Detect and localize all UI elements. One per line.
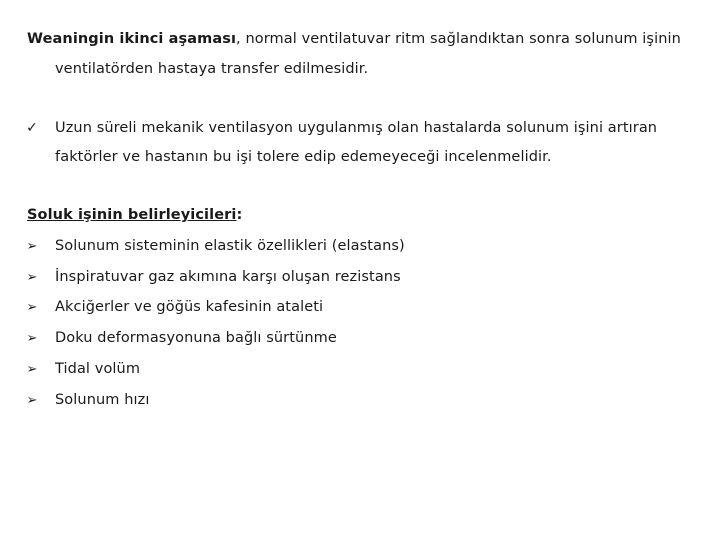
section-title-colon: : bbox=[236, 207, 243, 223]
intro-line-2: ventilatörden hastaya transfer edilmesidir. bbox=[55, 61, 369, 77]
intro-line-1 bbox=[27, 31, 681, 47]
intro-term: Weaningin ikinci aşaması bbox=[27, 31, 237, 47]
list-item: Solunum sisteminin elastik özellikleri (elastans) bbox=[55, 238, 405, 254]
section-title-text: Soluk işinin belirleyicileri bbox=[27, 207, 237, 223]
check-item-line-1: Uzun süreli mekanik ventilasyon uygulanmış olan hastalarda solunum işini artıran bbox=[55, 120, 658, 136]
arrow-bullet-icon: ➢ bbox=[26, 239, 38, 254]
checkmark-icon: ✓ bbox=[26, 120, 38, 136]
list-item: İnspiratuvar gaz akımına karşı oluşan rezistans bbox=[55, 269, 401, 285]
intro-line-1-rest: , normal ventilatuvar ritm sağlandıktan sonra solunum işinin bbox=[236, 31, 681, 47]
section-title bbox=[27, 207, 242, 223]
list-item: Tidal volüm bbox=[55, 361, 141, 377]
list-item: Akciğerler ve göğüs kafesinin ataleti bbox=[55, 299, 324, 315]
arrow-bullet-icon: ➢ bbox=[26, 393, 38, 408]
arrow-bullet-icon: ➢ bbox=[26, 362, 38, 377]
arrow-bullet-icon: ➢ bbox=[26, 331, 38, 346]
arrow-bullet-icon: ➢ bbox=[26, 270, 38, 285]
check-item-line-2: faktörler ve hastanın bu işi tolere edip edemeyeceği incelenmelidir. bbox=[55, 149, 552, 165]
list-item: Doku deformasyonuna bağlı sürtünme bbox=[55, 330, 337, 346]
arrow-bullet-icon: ➢ bbox=[26, 300, 38, 315]
list-item: Solunum hızı bbox=[55, 392, 150, 408]
